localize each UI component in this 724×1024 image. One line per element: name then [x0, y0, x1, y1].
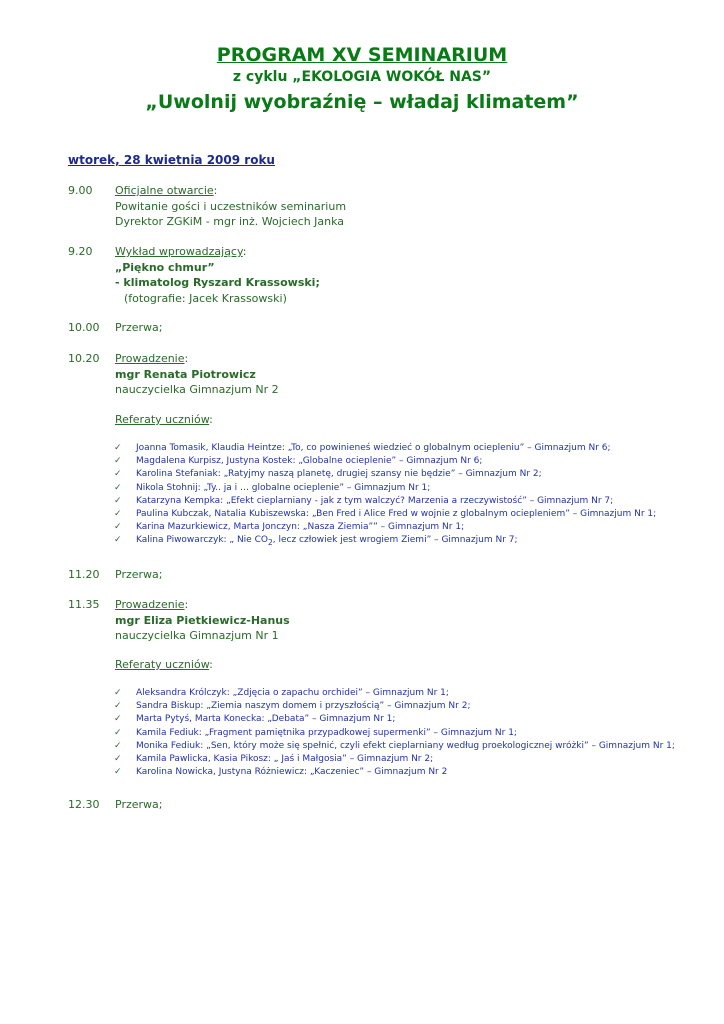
- time-slot: 9.20: [68, 245, 93, 258]
- refs-heading: Referaty uczniów: [115, 413, 210, 426]
- colon: :: [184, 598, 189, 611]
- list-item: ✓ Joanna Tomasik, Klaudia Heintze: „To, co powinieneś wiedzieć o globalnym ociepleniu” – Gimnazjum Nr 6;: [114, 442, 714, 455]
- lecture-note: (fotografie: Jacek Krassowski): [124, 291, 287, 305]
- program-motto: „Uwolnij wyobraźnię – władaj klimatem”: [145, 91, 579, 113]
- refs-list: [114, 687, 714, 779]
- checkmark-icon: ✓: [114, 767, 122, 778]
- session-line: Dyrektor ZGKiM - mgr inż. Wojciech Janka: [115, 215, 345, 228]
- checkmark-icon: ✓: [114, 522, 122, 533]
- time-slot: 10.20: [68, 352, 100, 365]
- session-heading: Oficjalne otwarcie: [115, 184, 214, 197]
- time-slot: 10.00: [68, 321, 100, 334]
- time-slot: 9.00: [68, 184, 93, 197]
- time-slot: 12.30: [68, 798, 100, 811]
- moderator-role: nauczycielka Gimnazjum Nr 2: [115, 383, 279, 396]
- program-subtitle: z cyklu „EKOLOGIA WOKÓŁ NAS”: [232, 69, 492, 85]
- checkmark-icon: ✓: [114, 456, 122, 467]
- session-heading: Prowadzenie: [115, 598, 185, 611]
- list-item: ✓ Kalina Piwowarczyk: „ Nie $CO_2$, lecz człowiek jest wrogiem Ziemi” – Gimnazjum Nr 7;: [114, 535, 518, 548]
- refs-heading-block: [115, 412, 715, 428]
- colon: :: [209, 658, 213, 671]
- checkmark-icon: ✓: [114, 754, 122, 765]
- checkmark-icon: ✓: [114, 688, 122, 698]
- list-item: ✓ Karina Mazurkiewicz, Marta Jonczyn: „Nasza Ziemia”” – Gimnazjum Nr 1;: [114, 521, 714, 534]
- session-line: Powitanie gości i uczestników seminarium: [115, 199, 347, 213]
- time-slot: 11.20: [68, 568, 100, 581]
- session-moderator: [115, 597, 715, 644]
- lecture-title: „Piękno chmur”: [115, 260, 215, 274]
- session-heading: Wykład wprowadzający: [115, 245, 243, 258]
- colon: :: [209, 413, 213, 426]
- seminar-date: wtorek, 28 kwietnia 2009 roku: [68, 153, 275, 167]
- colon: :: [184, 352, 189, 365]
- list-item: ✓ Aleksandra Królczyk: „Zdjęcia o zapachu orchidei” – Gimnazjum Nr 1;: [114, 687, 714, 700]
- moderator-name: mgr Renata Piotrowicz: [115, 367, 256, 381]
- checkmark-icon: ✓: [114, 509, 122, 520]
- session-heading: Prowadzenie: [115, 352, 185, 365]
- time-slot: 11.35: [68, 598, 100, 611]
- list-item: ✓ Kamila Pawlicka, Kasia Pikosz: „ Jaś i Małgosia” – Gimnazjum Nr 2;: [114, 753, 714, 766]
- refs-list: [114, 442, 714, 549]
- checkmark-icon: ✓: [114, 727, 122, 738]
- break-text: Przerwa;: [115, 568, 163, 581]
- list-item: ✓ Nikola Stohnij: „Ty.. ja i … globalne ocieplenie” – Gimnazjum Nr 1;: [114, 482, 714, 495]
- list-item: ✓ Karolina Stefaniak: „Ratyjmy naszą planetę, drugiej szansy nie będzie” – Gimnazjum Nr 2;: [114, 468, 714, 481]
- program-title: PROGRAM XV SEMINARIUM: [216, 44, 508, 66]
- list-item: ✓ Monika Fediuk: „Sen, który może się spełnić, czyli efekt cieplarniany według proekologicznej wróżki” – Gimnazjum Nr 1;: [114, 740, 714, 753]
- list-item: ✓ Karolina Nowicka, Justyna Różniewicz: „Kaczeniec” – Gimnazjum Nr 2: [114, 766, 714, 779]
- list-item: ✓ Magdalena Kurpisz, Justyna Kostek: „Globalne ocieplenie” – Gimnazjum Nr 6;: [114, 455, 714, 468]
- list-item: ✓ Marta Pytyś, Marta Konecka: „Debata” – Gimnazjum Nr 1;: [114, 713, 714, 726]
- list-item: ✓ Paulina Kubczak, Natalia Kubiszewska: „Ben Fred i Alice Fred w wojnie z globalnym ociepleniem” – Gimnazjum Nr 1;: [114, 508, 714, 521]
- break-text: Przerwa;: [115, 321, 163, 334]
- break-text: Przerwa;: [115, 798, 163, 811]
- refs-heading-block: [115, 657, 715, 673]
- checkmark-icon: ✓: [114, 482, 122, 493]
- list-item: ✓ Kamila Fediuk: „Fragment pamiętnika przypadkowej supermenki” – Gimnazjum Nr 1;: [114, 727, 714, 740]
- session-lecture: [115, 244, 715, 306]
- moderator-name: mgr Eliza Pietkiewicz-Hanus: [115, 613, 290, 627]
- checkmark-icon: ✓: [114, 443, 122, 453]
- list-item: ✓ Sandra Biskup: „Ziemia naszym domem i przyszłością” – Gimnazjum Nr 2;: [114, 700, 714, 713]
- checkmark-icon: ✓: [114, 740, 122, 751]
- checkmark-icon: ✓: [114, 535, 122, 546]
- colon: :: [213, 184, 218, 197]
- refs-heading: Referaty uczniów: [115, 658, 210, 671]
- checkmark-icon: ✓: [114, 495, 122, 506]
- checkmark-icon: ✓: [114, 714, 122, 725]
- colon: :: [242, 245, 247, 258]
- checkmark-icon: ✓: [114, 701, 122, 712]
- list-item: ✓ Katarzyna Kempka: „Efekt cieplarniany - jak z tym walczyć? Marzenia a rzeczywistość” – Gimnazjum Nr 7;: [114, 495, 714, 508]
- moderator-role: nauczycielka Gimnazjum Nr 1: [115, 629, 279, 642]
- lecturer: - klimatolog Ryszard Krassowski;: [115, 276, 320, 289]
- session-opening: [115, 183, 715, 230]
- checkmark-icon: ✓: [114, 469, 122, 480]
- session-moderator: [115, 351, 715, 398]
